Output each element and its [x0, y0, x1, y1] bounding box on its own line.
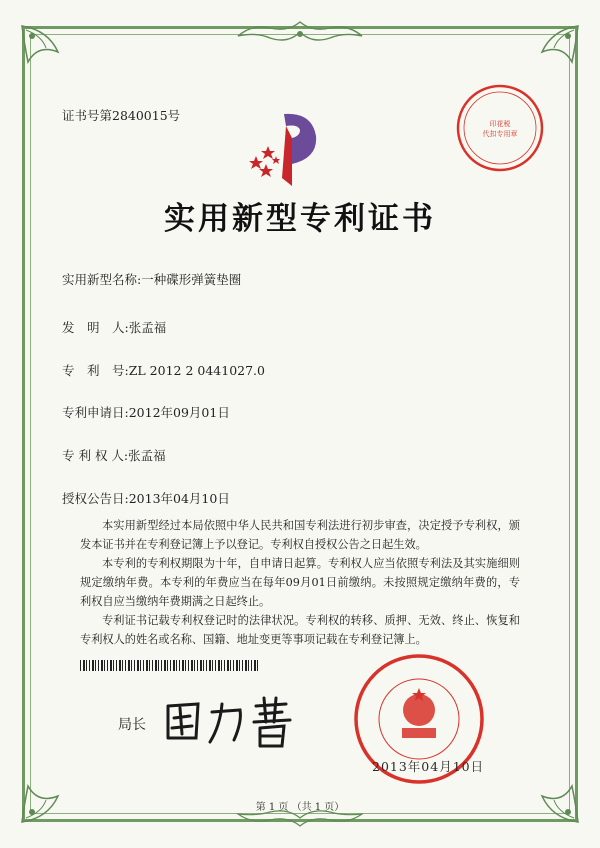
field-value: 2013年04月10日	[128, 491, 230, 506]
seal-date: 2013年04月10日	[372, 759, 485, 774]
field-label: 发 明 人:	[62, 320, 129, 335]
corner-ornament-top-left	[18, 22, 88, 92]
agency-seal	[454, 82, 546, 174]
certificate-number: 证书号第2840015号	[62, 108, 181, 123]
top-center-ornament	[230, 18, 370, 52]
field-inventor	[62, 318, 166, 336]
director-label: 局长	[118, 717, 146, 733]
paragraph-term: 本专利的专利权期限为十年，自申请日起算。专利权人应当依照专利法及其实施细则规定缴纳年费。本专利的年费应当在每年09月01日前缴纳。未按照规定缴纳年费的，专利权自应当缴纳年费期满之日起终止。	[80, 557, 520, 608]
svg-text:代扣专用章: 代扣专用章	[482, 130, 518, 138]
patent-office-logo-icon	[246, 108, 336, 188]
field-label: 授权公告日:	[62, 491, 129, 506]
svg-text:印花税: 印花税	[489, 120, 511, 128]
field-value: 张孟福	[128, 320, 167, 335]
barcode	[80, 660, 260, 671]
field-value: 张孟福	[128, 448, 166, 463]
field-value: 2012年09月01日	[128, 405, 230, 420]
field-label: 实用新型名称:	[62, 272, 142, 287]
field-value: 一种碟形弹簧垫圈	[141, 272, 242, 287]
field-value: ZL 2012 2 0441027.0	[128, 363, 265, 378]
field-label: 专 利 号:	[62, 363, 129, 378]
field-utility-model-name	[62, 270, 241, 288]
paragraph-status: 专利证书记载专利权登记时的法律状况。专利权的转移、质押、无效、终止、恢复和专利权人的姓名或名称、国籍、地址变更等事项记载在专利登记簿上。	[80, 614, 520, 646]
corner-ornament-bottom-left	[18, 756, 88, 826]
field-label: 专利申请日:	[62, 405, 129, 420]
paragraph-grant: 本实用新型经过本局依照中华人民共和国专利法进行初步审查，决定授予专利权，颁发本证书并在专利登记簿上予以登记。专利权自授权公告之日起生效。	[80, 519, 520, 551]
page-footer: 第 1 页 （共 1 页）	[255, 802, 345, 813]
field-filing-date	[62, 403, 230, 421]
corner-ornament-bottom-right	[512, 756, 582, 826]
field-patentee	[62, 446, 166, 464]
field-patent-number	[62, 361, 265, 379]
field-label: 专 利 权 人:	[62, 448, 129, 463]
certificate-title: 实用新型专利证书	[164, 201, 436, 237]
director-signature	[160, 692, 310, 750]
field-grant-date	[62, 489, 230, 507]
